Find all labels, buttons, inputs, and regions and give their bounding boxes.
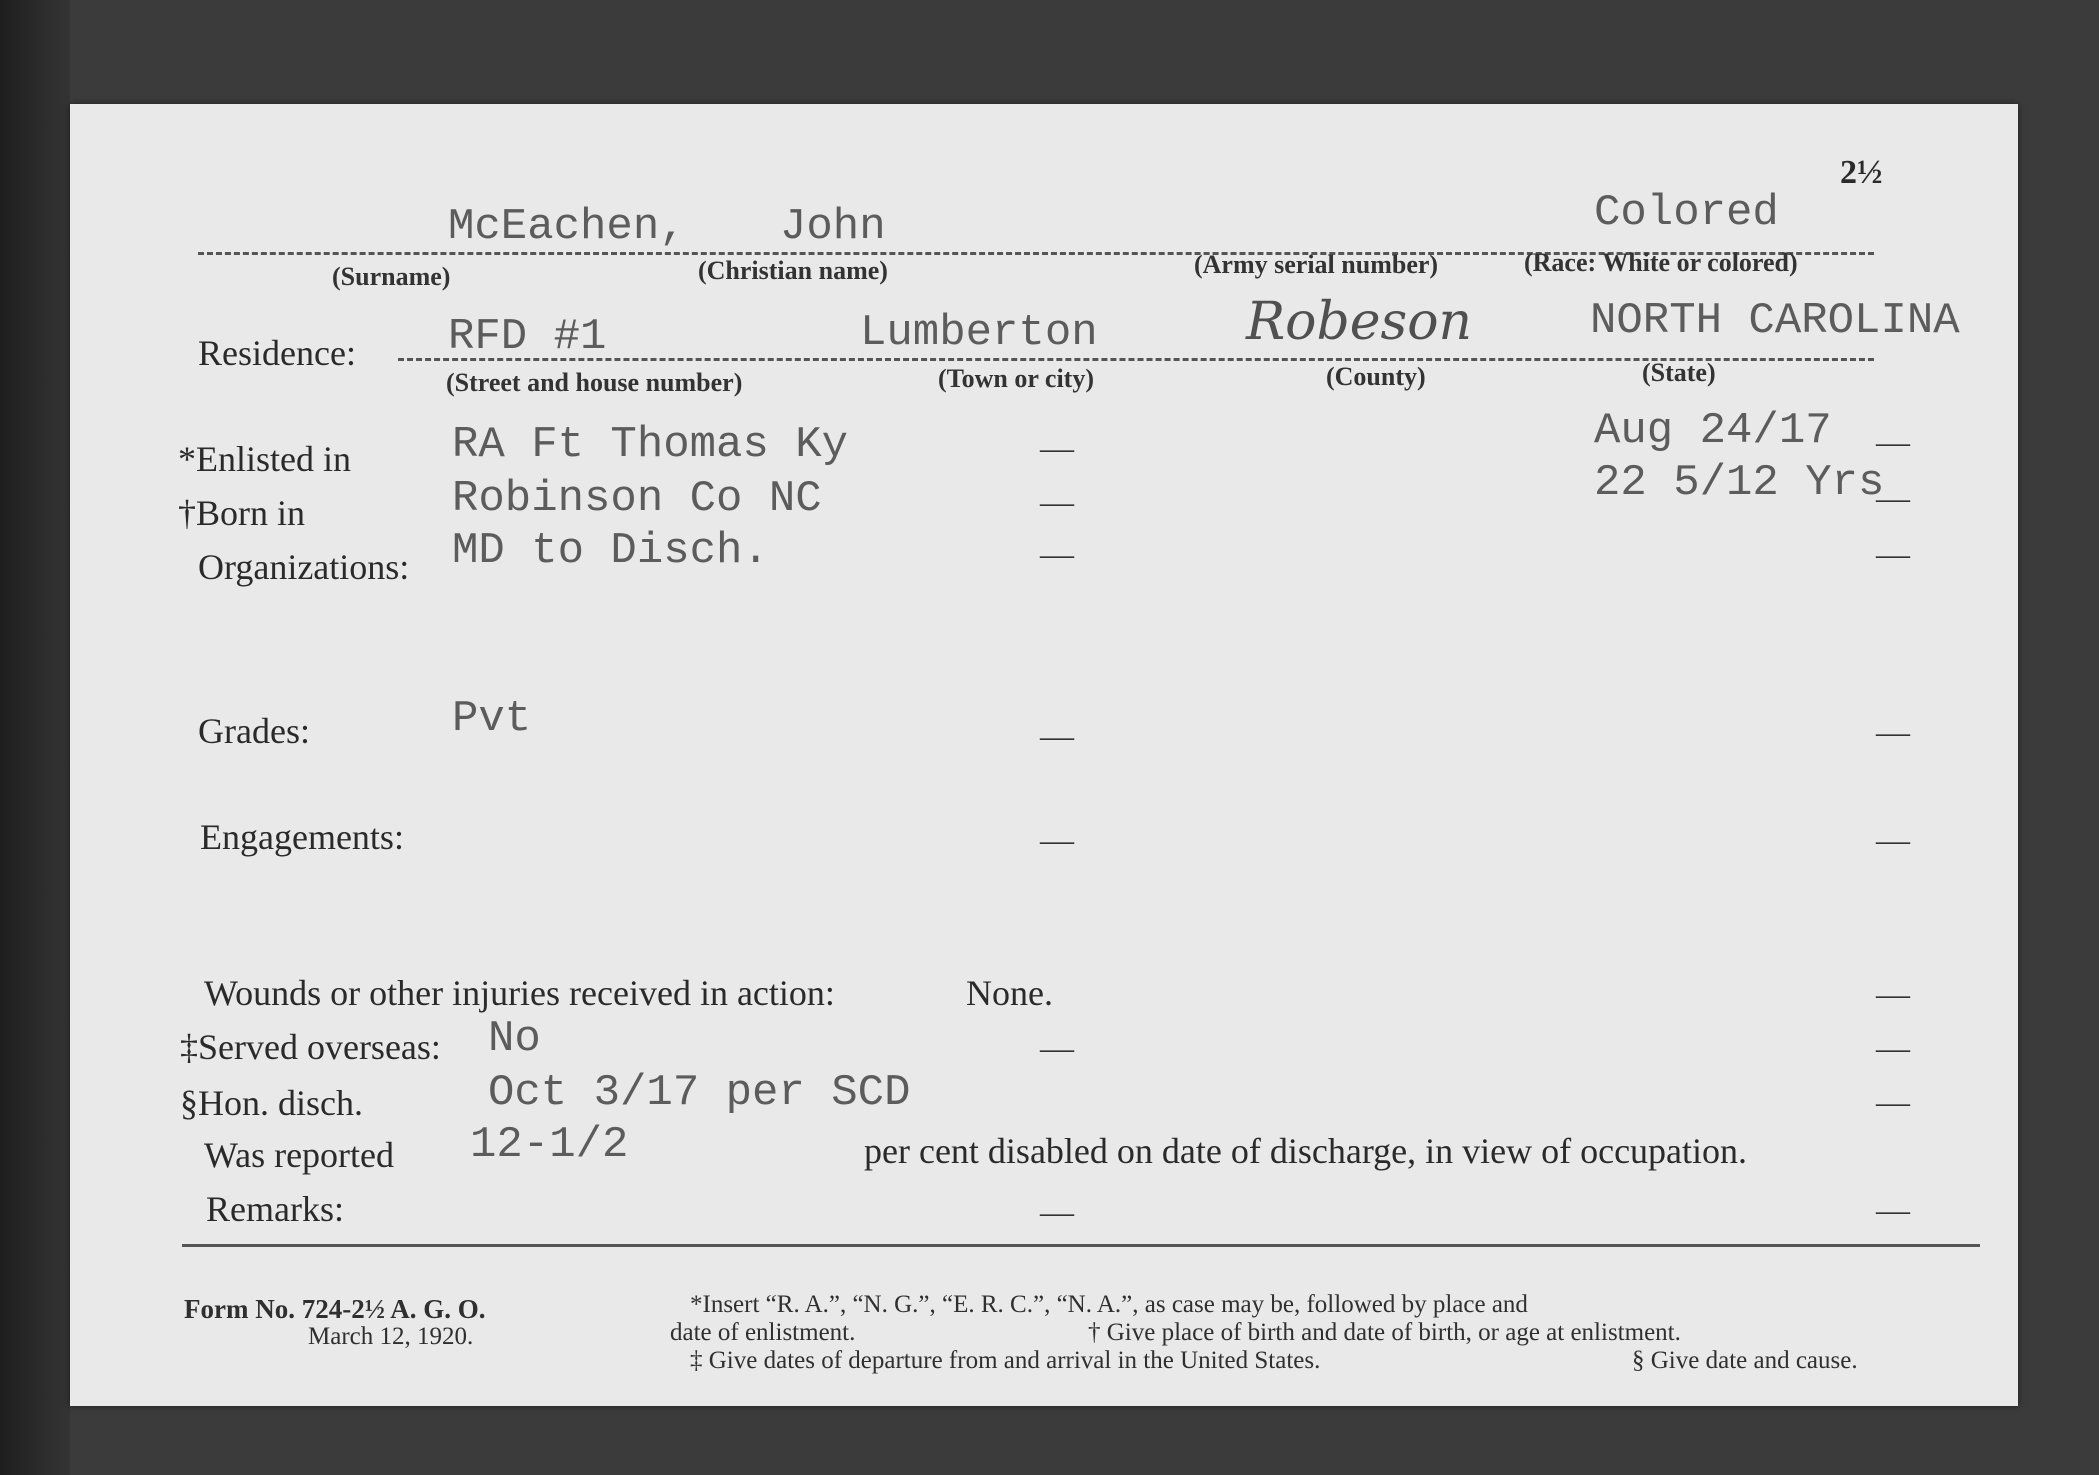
dash-marker: —	[1876, 976, 1910, 1013]
town-caption: (Town or city)	[938, 364, 1094, 393]
served-overseas-value: No	[488, 1014, 541, 1064]
race-value: Colored	[1594, 188, 1779, 238]
dash-marker: —	[1876, 424, 1910, 461]
dash-marker: —	[1040, 718, 1074, 755]
dash-marker: —	[1876, 1084, 1910, 1121]
dash-marker: —	[1040, 822, 1074, 859]
residence-state-value: NORTH CAROLINA	[1590, 296, 1960, 346]
disabled-percent-text: per cent disabled on date of discharge, in view of occupation.	[864, 1131, 1748, 1171]
dash-marker: —	[1876, 1192, 1910, 1229]
binder-edge	[0, 0, 70, 1475]
footer-rule	[182, 1244, 1980, 1247]
surname-caption: (Surname)	[332, 262, 451, 291]
grades-label: Grades:	[198, 711, 310, 751]
dash-marker: —	[1040, 536, 1074, 573]
remarks-label: Remarks:	[206, 1189, 344, 1229]
honorable-discharge-label: §Hon. disch.	[180, 1083, 363, 1123]
enlisted-date-value: Aug 24/17	[1594, 406, 1832, 456]
honorable-discharge-value: Oct 3/17 per SCD	[488, 1068, 911, 1118]
grades-value: Pvt	[452, 694, 532, 744]
footnote-birth: † Give place of birth and date of birth, or age at enlistment.	[1088, 1319, 1681, 1346]
dash-marker: —	[1040, 484, 1074, 521]
race-caption: (Race: White or colored)	[1524, 248, 1798, 277]
residence-street-value: RFD #1	[448, 312, 607, 362]
service-record-card	[70, 104, 2018, 1406]
served-overseas-label: ‡Served overseas:	[180, 1027, 441, 1067]
dash-marker: —	[1040, 1194, 1074, 1231]
footnote-discharge: § Give date and cause.	[1632, 1347, 1858, 1374]
enlisted-value: RA Ft Thomas Ky	[452, 420, 849, 470]
county-caption: (County)	[1326, 362, 1426, 391]
christian-name-value: John	[780, 202, 886, 252]
dash-marker: —	[1876, 536, 1910, 573]
organizations-value: MD to Disch.	[452, 526, 769, 576]
engagements-label: Engagements:	[200, 817, 404, 857]
dash-marker: —	[1876, 1030, 1910, 1067]
residence-town-value: Lumberton	[860, 308, 1098, 358]
enlisted-label: *Enlisted in	[178, 439, 351, 479]
dash-marker: —	[1876, 480, 1910, 517]
born-value: Robinson Co NC	[452, 474, 822, 524]
dash-marker: —	[1040, 430, 1074, 467]
dash-marker: —	[1876, 714, 1910, 751]
dash-marker: —	[1040, 1030, 1074, 1067]
organizations-label: Organizations:	[198, 547, 410, 587]
was-reported-label: Was reported	[204, 1135, 395, 1175]
residence-county-value: Robeson	[1246, 292, 1473, 352]
footnote-overseas: ‡ Give dates of departure from and arrival in the United States.	[690, 1347, 1321, 1374]
wounds-value: None.	[966, 973, 1053, 1013]
was-reported-value: 12-1/2	[470, 1120, 629, 1170]
surname-value: McEachen,	[448, 202, 686, 252]
form-corner-number: 2½	[1840, 154, 1883, 191]
born-label: †Born in	[178, 493, 306, 533]
residence-label: Residence:	[198, 333, 356, 373]
serial-number-caption: (Army serial number)	[1194, 250, 1439, 279]
christian-name-caption: (Christian name)	[698, 256, 888, 285]
street-caption: (Street and house number)	[446, 368, 743, 397]
wounds-label: Wounds or other injuries received in action:	[204, 973, 835, 1013]
footnote-enlistment: *Insert “R. A.”, “N. G.”, “E. R. C.”, “N. A.”, as case may be, followed by place and	[690, 1291, 1528, 1318]
dash-marker: —	[1876, 822, 1910, 859]
born-age-value: 22 5/12 Yrs	[1594, 458, 1885, 508]
state-caption: (State)	[1642, 358, 1716, 387]
footnote-enlistment-cont: date of enlistment.	[670, 1319, 856, 1346]
form-number: Form No. 724-2½ A. G. O.	[184, 1294, 486, 1324]
form-date: March 12, 1920.	[308, 1323, 474, 1350]
